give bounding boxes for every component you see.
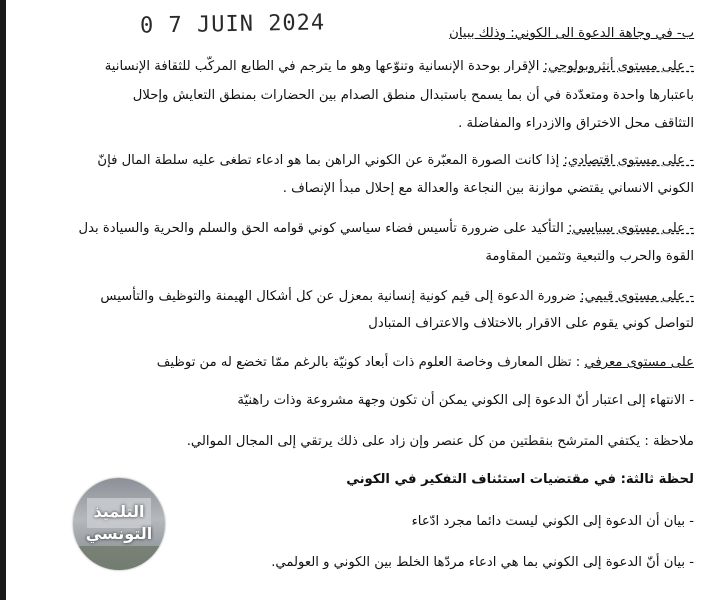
value-line-1: [100, 287, 694, 307]
scan-left-edge: [0, 0, 6, 600]
logo-text-1: التلميذ: [93, 502, 145, 521]
watermark-logo: [73, 478, 165, 570]
section-heading: ب- في وجاهة الدعوة الى الكوني: وذلك ببيان: [449, 26, 694, 41]
logo-text-2: التونسي: [85, 524, 153, 543]
polit-line-2: القوة والحرب والتبعية وتثمين المقاومة: [485, 249, 694, 264]
point-two: - بيان أنّ الدعوة إلى الكوني بما هي ادعاء مردّها الخلط بين الكوني و العولمي.: [271, 555, 694, 570]
polit-line-1: [78, 219, 694, 239]
econ-line-1: [97, 151, 694, 171]
value-text-1: ضرورة الدعوة إلى قيم كونية إنسانية بمعزل عن كل أشكال الهيمنة والتوظيف والتأسيس: [100, 289, 576, 304]
polit-heading: - على مستوى سياسي:: [567, 221, 694, 236]
polit-text-1: التأكيد على ضرورة تأسيس فضاء سياسي كوني قوامه الحق والسلم والحرية والسيادة بدل: [78, 221, 564, 236]
econ-line-2: الكوني الانساني يقتضي موازنة بين النجاعة والعدالة مع إحلال مبدأ الإنصاف .: [282, 181, 694, 196]
anthro-heading: - على مستوى أنثروبولوجي:: [543, 59, 694, 74]
conclusion-line: - الانتهاء إلى اعتبار أنّ الدعوة إلى الكوني يمكن أن تكون وجهة مشروعة وذات راهنيّة: [237, 393, 694, 408]
value-line-2: لتواصل كوني يقوم على الاقرار بالاختلاف والاعتراف المتبادل: [368, 316, 694, 331]
cog-heading: على مستوى معرفي: [584, 355, 694, 370]
econ-heading: - على مستوى اقتصادي:: [563, 153, 694, 168]
value-heading: - على مستوى قيمي:: [580, 289, 694, 304]
anthro-text-1: الإقرار بوحدة الإنسانية وتنوّعها وهو ما يترجم في الطابع المركّب للثقافة الإنسانية: [104, 59, 540, 74]
moment-three-heading: لحظة ثالثة: في مقتضيات استئناف التفكير في الكوني: [346, 472, 694, 487]
date-stamp: 0 7 JUIN 2024: [139, 10, 326, 39]
anthro-line-1: [105, 57, 694, 77]
cog-text-1: : تظل المعارف وخاصة العلوم ذات أبعاد كونيّة بالرغم ممّا تخضع له من توظيف: [156, 355, 581, 370]
point-one: - بيان أن الدعوة إلى الكوني ليست دائما مجرد ادّعاء: [411, 514, 694, 529]
logo-ground: [73, 546, 165, 570]
note-line: ملاحظة : يكتفي المترشح بنقطتين من كل عنصر وإن زاد على ذلك يرتقي إلى المجال الموالي.: [186, 434, 694, 449]
anthro-line-2: باعتبارها واحدة ومتعدّدة في أن بما يسمح باستبدال منطق الصدام بين الحضارات بمنطق التعايش وإحلال: [132, 88, 694, 103]
cog-line-1: [157, 353, 694, 373]
econ-text-1: إذا كانت الصورة المعبّرة عن الكوني الراهن بما هو ادعاء تطغى عليه سلطة المال فإنّ: [97, 153, 560, 168]
anthro-line-3: التثاقف محل الاختراق والازدراء والمفاضلة .: [458, 116, 694, 131]
